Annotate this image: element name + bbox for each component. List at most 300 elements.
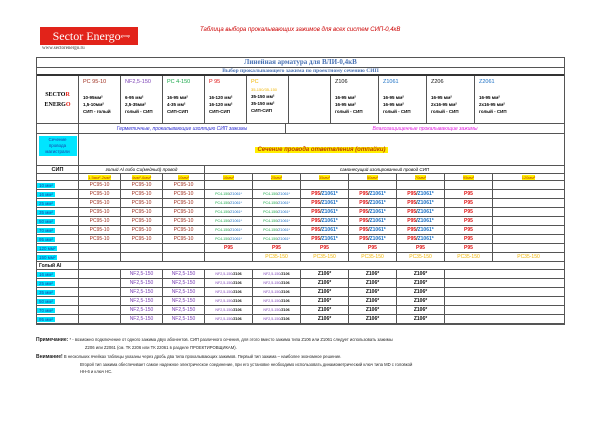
clamp-cell xyxy=(79,190,121,198)
clamp-cell xyxy=(163,217,205,225)
clamp-cell xyxy=(121,244,163,252)
clamp-value: PC95-10 xyxy=(131,182,152,188)
clamp-primary: PC4-150 xyxy=(215,237,230,241)
clamp-value: PC95-10 xyxy=(89,218,110,224)
main-size-cell xyxy=(37,288,79,296)
slash: / xyxy=(232,308,234,312)
warning-line1 xyxy=(36,354,341,360)
clamp-value: PC35-150 xyxy=(361,254,384,260)
clamp-primary: PC4-150 xyxy=(263,219,278,223)
branch-size-cell xyxy=(445,174,493,180)
clamp-cell xyxy=(205,297,253,305)
product-name: PC 4-150 xyxy=(167,79,191,85)
product-name: Z106 xyxy=(335,79,348,85)
product-spec: голый - СИП xyxy=(125,109,153,114)
clamp-cell xyxy=(79,235,121,243)
clamp-value: PC95-10 xyxy=(173,182,194,188)
product-spec: 16-120 мм² xyxy=(209,95,233,100)
slash: / xyxy=(232,272,234,276)
clamp-cell xyxy=(163,288,205,296)
slash: / xyxy=(229,210,231,214)
slash: / xyxy=(277,237,279,241)
branch-size-label: 95мм² xyxy=(462,174,475,180)
clamp-primary: NF2,5-150 xyxy=(263,272,281,276)
main-size-label: 16 мм² xyxy=(39,191,53,197)
branch-label-cell xyxy=(79,134,564,165)
clamp-secondary: Z1061* xyxy=(417,218,434,224)
clamp-primary: P95 xyxy=(311,227,321,233)
clamp-secondary: Z1061* xyxy=(321,200,338,206)
main-size-label: 95 мм² xyxy=(39,316,53,322)
product-spec: голый - СИП xyxy=(479,109,507,114)
slash: / xyxy=(416,209,418,215)
product-name: PC 95-10 xyxy=(83,79,107,85)
clamp-value: Z106* xyxy=(317,280,332,286)
clamp-primary: P95 xyxy=(407,191,417,197)
product-name: NF2,5-150 xyxy=(125,79,151,85)
clamp-cell xyxy=(445,181,493,189)
slash: / xyxy=(416,200,418,206)
bare-al-label: Голый Al xyxy=(37,262,79,269)
slash: / xyxy=(229,192,231,196)
clamp-cell xyxy=(253,270,301,278)
clamp-secondary: Z1061* xyxy=(321,218,338,224)
clamp-cell xyxy=(397,181,445,189)
clamp-cell xyxy=(205,226,253,234)
slash: / xyxy=(280,290,282,294)
product-cell xyxy=(205,76,247,123)
clamp-primary: P95 xyxy=(311,191,321,197)
slash: / xyxy=(277,210,279,214)
main-size-cell xyxy=(37,315,79,323)
clamp-cell xyxy=(79,226,121,234)
clamp-primary: P95 xyxy=(407,209,417,215)
clamp-primary: PC4-150 xyxy=(215,192,230,196)
clamp-value: NF2,5-150 xyxy=(129,298,154,304)
clamp-primary: NF2,5-150 xyxy=(263,299,281,303)
clamp-secondary: Z1061* xyxy=(230,228,242,232)
clamp-secondary: Z1061* xyxy=(369,200,386,206)
bare-rows xyxy=(37,270,564,324)
clamp-primary: PC4-150 xyxy=(263,201,278,205)
document-title: Таблица выбора прокалывающих зажимов для всех систем СИП-0,4кВ xyxy=(200,27,401,33)
branch-size-cell xyxy=(493,174,564,180)
clamp-value: PC95-10 xyxy=(173,218,194,224)
branch-size-label: 70мм² xyxy=(414,174,427,180)
clamp-cell xyxy=(301,235,349,243)
clamp-cell xyxy=(301,315,349,323)
clamp-primary: P95 xyxy=(311,209,321,215)
clamp-cell xyxy=(253,217,301,225)
product-spec: 6-95 мм² xyxy=(125,95,144,100)
warning-line2: Второй тип зажима обеспечивает самое надежное электрическое соединение, при его установке необходимо использовать динамометрический ключ типа МD с головкой xyxy=(80,362,413,367)
main-size-label: 35 мм² xyxy=(39,209,53,215)
clamp-cell xyxy=(205,315,253,323)
clamp-cell xyxy=(121,297,163,305)
empty-cell xyxy=(79,262,564,269)
product-spec: СИП - голый xyxy=(83,109,111,114)
clamp-cell xyxy=(79,208,121,216)
clamp-cell xyxy=(349,208,397,216)
clamp-primary: NF2,5-150 xyxy=(215,299,233,303)
clamp-secondary: Z1061* xyxy=(278,192,290,196)
clamp-value: PC95-10 xyxy=(89,236,110,242)
main-size-label: 25 мм² xyxy=(39,200,53,206)
clamp-cell xyxy=(349,306,397,314)
clamp-value: PC95-10 xyxy=(173,227,194,233)
clamp-value: P95 xyxy=(464,218,473,224)
table-row xyxy=(37,244,564,253)
logo-text: Sector Energo xyxy=(52,29,121,43)
clamp-cell xyxy=(253,235,301,243)
clamp-primary: P95 xyxy=(407,218,417,224)
clamp-cell xyxy=(445,297,564,305)
clamp-cell xyxy=(163,253,205,261)
clamp-value: NF2,5-150 xyxy=(171,298,196,304)
table-row xyxy=(37,315,564,324)
clamp-cell xyxy=(445,270,564,278)
clamp-primary: NF2,5-150 xyxy=(263,308,281,312)
clamp-cell xyxy=(445,217,493,225)
clamp-value: PC35-150 xyxy=(517,254,540,260)
clamp-value: PC35-150 xyxy=(457,254,480,260)
main-size-cell xyxy=(37,181,79,189)
clamp-cell xyxy=(253,199,301,207)
clamp-cell xyxy=(253,208,301,216)
branch-size-label: 120мм² xyxy=(521,174,536,180)
main-size-cell xyxy=(37,270,79,278)
clamp-cell xyxy=(121,253,163,261)
clamp-value: P95 xyxy=(320,245,329,251)
table-row xyxy=(37,270,564,279)
clamp-secondary: Z106 xyxy=(233,299,242,303)
clamp-value: Z106* xyxy=(317,271,332,277)
clamp-primary: NF2,5-150 xyxy=(215,317,233,321)
clamp-value: PC35-150 xyxy=(409,254,432,260)
clamp-cell xyxy=(397,270,445,278)
clamp-secondary: Z1061* xyxy=(230,192,242,196)
clamp-secondary: Z1061* xyxy=(417,227,434,233)
clamp-cell xyxy=(79,181,121,189)
empty-cell xyxy=(37,174,79,180)
clamp-cell xyxy=(397,190,445,198)
clamp-cell xyxy=(163,279,205,287)
product-spec: 2х16-95 мм² xyxy=(431,102,457,107)
clamp-cell xyxy=(349,279,397,287)
table-row xyxy=(37,253,564,262)
clamp-cell xyxy=(79,288,121,296)
slash: / xyxy=(416,218,418,224)
clamp-cell xyxy=(301,208,349,216)
slash: / xyxy=(277,201,279,205)
clamp-cell xyxy=(397,297,445,305)
sip-label: СИП xyxy=(37,166,79,173)
product-spec: 16-95 мм² xyxy=(479,95,500,100)
clamp-value: NF2,5-150 xyxy=(171,280,196,286)
clamp-value: NF2,5-150 xyxy=(129,307,154,313)
clamp-cell xyxy=(445,315,564,323)
clamp-value: P95 xyxy=(416,245,425,251)
slash: / xyxy=(416,227,418,233)
clamp-primary: P95 xyxy=(359,236,369,242)
slash: / xyxy=(277,192,279,196)
clamp-cell xyxy=(79,306,121,314)
product-name: Z206 xyxy=(431,79,444,85)
table-row xyxy=(37,190,564,199)
clamp-secondary: Z106 xyxy=(281,272,290,276)
clamp-cell xyxy=(121,217,163,225)
product-subname: 35-150/35-150 xyxy=(251,87,278,92)
clamp-value: PC95-10 xyxy=(173,191,194,197)
clamp-cell xyxy=(163,208,205,216)
clamp-cell xyxy=(253,253,301,261)
main-size-label: 50 мм² xyxy=(39,218,53,224)
clamp-cell xyxy=(205,244,253,252)
clamp-secondary: Z1061* xyxy=(369,191,386,197)
clamp-value: NF2,5-150 xyxy=(171,271,196,277)
products-row xyxy=(37,76,564,124)
clamp-value: Z106* xyxy=(365,316,380,322)
clamp-cell xyxy=(493,253,564,261)
clamp-primary: NF2,5-150 xyxy=(263,290,281,294)
clamp-cell xyxy=(253,190,301,198)
clamp-cell xyxy=(79,297,121,305)
clamp-cell xyxy=(121,270,163,278)
clamp-secondary: Z1061* xyxy=(369,218,386,224)
clamp-cell xyxy=(445,279,564,287)
clamp-cell xyxy=(121,181,163,189)
clamp-primary: NF2,5-150 xyxy=(215,290,233,294)
clamp-primary: P95 xyxy=(359,200,369,206)
brand-line2: ENERGO xyxy=(44,101,71,108)
clamp-value: P95 xyxy=(272,245,281,251)
branch-size-cell xyxy=(121,174,163,180)
slash: / xyxy=(368,227,370,233)
clamp-primary: PC4-150 xyxy=(215,201,230,205)
table-row xyxy=(37,199,564,208)
clamp-value: P95 xyxy=(368,245,377,251)
product-spec: 10-95мм² xyxy=(83,95,103,100)
slash: / xyxy=(280,272,282,276)
clamp-secondary: Z1061* xyxy=(321,236,338,242)
main-size-label: 70 мм² xyxy=(39,227,53,233)
table-title-row xyxy=(37,58,564,68)
clamp-value: PC95-10 xyxy=(173,200,194,206)
clamp-value: PC95-10 xyxy=(131,227,152,233)
brand-line1: SECTOR xyxy=(45,91,70,98)
clamp-cell xyxy=(445,235,493,243)
clamp-primary: P95 xyxy=(407,200,417,206)
table-title: Линейная арматура для ВЛИ-0,4кВ xyxy=(244,58,357,66)
clamp-cell xyxy=(397,217,445,225)
clamp-primary: NF2,5-150 xyxy=(215,272,233,276)
main-size-label: 95 мм² xyxy=(39,236,53,242)
table-row xyxy=(37,217,564,226)
clamp-cell xyxy=(493,226,564,234)
clamp-cell xyxy=(121,279,163,287)
main-size-label: 120 мм² xyxy=(39,245,56,251)
clamp-value: Z106* xyxy=(413,316,428,322)
clamp-value: NF2,5-150 xyxy=(129,271,154,277)
branch-section-label: Сечение провода ответвления (отпайки) xyxy=(257,146,386,153)
clamp-cell xyxy=(445,226,493,234)
clamp-secondary: Z1061* xyxy=(321,209,338,215)
clamp-primary: P95 xyxy=(311,236,321,242)
clamp-cell xyxy=(253,288,301,296)
clamp-cell xyxy=(253,279,301,287)
clamp-cell xyxy=(205,279,253,287)
main-size-cell xyxy=(37,235,79,243)
branch-size-label: 35мм² xyxy=(318,174,331,180)
branch-size-label: 10мм² xyxy=(177,174,190,180)
slash: / xyxy=(320,191,322,197)
warning-text1: В нескольких ячейках таблицы указаны через дробь два типа прокалывающих зажимов. Первый тип зажима – наиболее экономное решение. xyxy=(63,354,342,359)
table-subtitle-row xyxy=(37,68,564,76)
warning-label: Внимание! xyxy=(36,354,63,360)
clamp-cell xyxy=(79,315,121,323)
clamp-cell xyxy=(205,253,253,261)
clamp-cell xyxy=(205,288,253,296)
clamp-cell xyxy=(121,288,163,296)
clamp-value: Z106* xyxy=(365,289,380,295)
branch-size-label: 4мм²-6мм² xyxy=(131,174,152,180)
clamp-cell xyxy=(493,190,564,198)
clamp-cell xyxy=(349,181,397,189)
clamp-cell xyxy=(397,315,445,323)
clamp-primary: NF2,5-150 xyxy=(263,317,281,321)
clamp-primary: P95 xyxy=(407,236,417,242)
clamp-cell xyxy=(79,199,121,207)
clamp-cell xyxy=(397,288,445,296)
clamp-value: NF2,5-150 xyxy=(171,289,196,295)
clamp-cell xyxy=(79,253,121,261)
clamp-cell xyxy=(349,235,397,243)
product-spec: 16-95 мм² xyxy=(383,102,404,107)
clamp-primary: PC4-150 xyxy=(263,237,278,241)
clamp-primary: PC4-150 xyxy=(263,228,278,232)
clamp-cell xyxy=(121,235,163,243)
clamp-secondary: Z106 xyxy=(233,272,242,276)
clamp-cell xyxy=(163,270,205,278)
clamp-cell xyxy=(205,190,253,198)
branch-size-label: 1,5мм²-2мм² xyxy=(88,174,111,180)
product-spec: 16-95 мм² xyxy=(167,95,188,100)
clamp-cell xyxy=(163,306,205,314)
clamp-cell xyxy=(301,297,349,305)
clamp-primary: P95 xyxy=(359,227,369,233)
clamp-cell xyxy=(79,217,121,225)
sip-rows xyxy=(37,181,564,262)
clamp-cell xyxy=(397,226,445,234)
clamp-secondary: Z1061* xyxy=(417,191,434,197)
clamp-value: P95 xyxy=(464,245,473,251)
clamp-cell xyxy=(349,199,397,207)
main-size-cell xyxy=(37,208,79,216)
empty-cell xyxy=(37,124,79,133)
clamp-value: Z106* xyxy=(317,289,332,295)
main-size-cell xyxy=(37,306,79,314)
clamp-cell xyxy=(445,306,564,314)
product-spec: 35-150 мм² xyxy=(251,94,275,99)
product-cell xyxy=(247,76,289,123)
clamp-cell xyxy=(397,306,445,314)
branch-size-cell xyxy=(397,174,445,180)
clamp-cell xyxy=(349,297,397,305)
main-size-cell xyxy=(37,199,79,207)
product-spec: 16-95 мм² xyxy=(335,102,356,107)
slash: / xyxy=(229,201,231,205)
group-labels-row xyxy=(37,124,564,134)
clamp-secondary: Z1061* xyxy=(369,236,386,242)
clamp-value: Z106* xyxy=(317,298,332,304)
clamp-cell xyxy=(253,315,301,323)
clamp-primary: PC4-150 xyxy=(263,192,278,196)
slash: / xyxy=(368,200,370,206)
wire-type-row xyxy=(37,166,564,174)
clamp-cell xyxy=(253,181,301,189)
table-subtitle: Выбор прокалывающего зажима по проектному сечению СИП xyxy=(222,68,379,74)
clamp-value: PC95-10 xyxy=(173,236,194,242)
table-row xyxy=(37,181,564,190)
product-cell xyxy=(475,76,564,123)
table-row xyxy=(37,226,564,235)
branch-size-cell xyxy=(163,174,205,180)
product-spec: 1,5-10мм² xyxy=(83,102,104,107)
slash: / xyxy=(280,308,282,312)
sector-energo-logo xyxy=(40,27,138,45)
product-cell xyxy=(379,76,427,123)
clamp-value: PC95-10 xyxy=(131,218,152,224)
clamp-value: PC95-10 xyxy=(131,209,152,215)
clamp-secondary: Z1061* xyxy=(230,237,242,241)
clamp-value: P95 xyxy=(464,200,473,206)
section-labels-row xyxy=(37,134,564,166)
clamp-cell xyxy=(349,253,397,261)
table-row xyxy=(37,297,564,306)
clamp-value: NF2,5-150 xyxy=(129,280,154,286)
clamp-cell xyxy=(445,199,493,207)
product-cell xyxy=(163,76,205,123)
brand-cell xyxy=(37,76,79,123)
clamp-value: PC35-150 xyxy=(313,254,336,260)
clamp-cell xyxy=(397,235,445,243)
clamp-cell xyxy=(253,306,301,314)
branch-size-cell xyxy=(205,174,253,180)
clamp-value: Z106* xyxy=(365,271,380,277)
clamp-cell xyxy=(301,226,349,234)
clamp-cell xyxy=(301,190,349,198)
clamp-secondary: Z106 xyxy=(281,308,290,312)
clamp-cell xyxy=(121,226,163,234)
clamp-cell xyxy=(163,244,205,252)
branch-size-cell xyxy=(79,174,121,180)
table-row xyxy=(37,279,564,288)
clamp-cell xyxy=(253,297,301,305)
branch-sizes-row xyxy=(37,174,564,181)
product-spec: голый - СИП xyxy=(335,109,363,114)
clamp-value: Z106* xyxy=(413,307,428,313)
clamp-cell xyxy=(301,279,349,287)
slash: / xyxy=(320,227,322,233)
clamp-primary: PC4-150 xyxy=(215,210,230,214)
note-text: * - возможно подключение от одного зажима двух абонентов. СИП различного сечения, для этого вместо зажима типа Z106 или Z1061 следует использовать зажимы xyxy=(69,337,393,342)
main-size-cell xyxy=(37,190,79,198)
product-spec: голый - СИП xyxy=(383,109,411,114)
product-spec: 35-150 мм² xyxy=(251,101,275,106)
clamp-cell xyxy=(397,199,445,207)
clamp-secondary: Z106 xyxy=(281,290,290,294)
clamp-value: PC95-10 xyxy=(89,209,110,215)
